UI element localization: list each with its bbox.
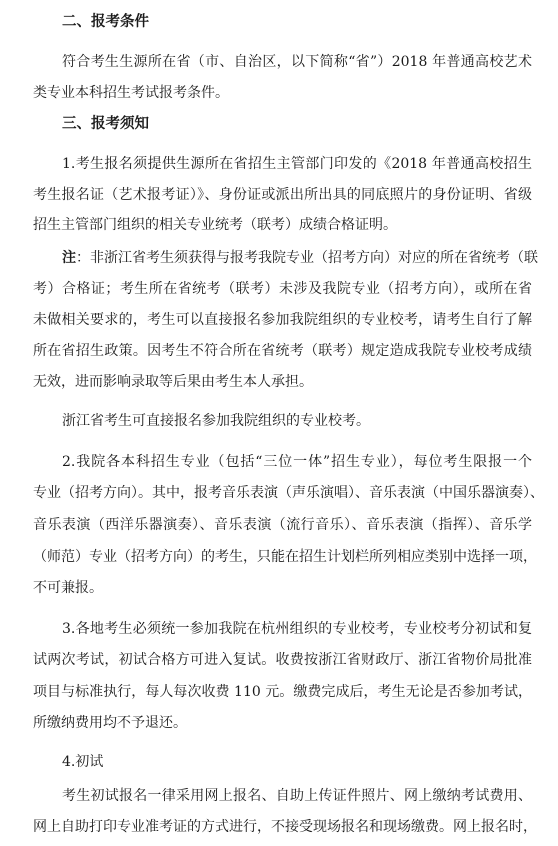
paragraph-line: 2.我院各本科招生专业（包括“三位一体”招生专业），每位考生限报一个	[62, 454, 532, 470]
paragraph-line: 符合考生生源所在省（市、自治区，以下简称“省”）2018 年普通高校艺术	[62, 54, 532, 70]
paragraph-line: 考生报名证（艺术报考证）》、身份证或派出所出具的同底照片的身份证明、省级	[33, 187, 532, 203]
subsection-heading-preliminary: 4.初试	[62, 754, 104, 770]
paragraph-line: 3.各地考生必须统一参加我院在杭州组织的专业校考，专业校考分初试和复	[62, 621, 532, 637]
paragraph-line: 项目与标准执行，每人每次收费 110 元。缴费完成后，考生无论是否参加考试，	[33, 684, 532, 700]
paragraph-line: 所在省招生政策。因考生不符合所在省统考（联考）规定造成我院专业校考成绩	[33, 343, 532, 359]
paragraph-line: 音乐表演（西洋乐器演奏）、音乐表演（流行音乐）、音乐表演（指挥）、音乐学	[33, 517, 532, 533]
paragraph-line: 招生主管部门组织的相关专业统考（联考）成绩合格证明。	[33, 217, 397, 233]
note-first-line	[62, 248, 538, 268]
paragraph-line: 专业（招考方向）。其中，报考音乐表演（声乐演唱）、音乐表演（中国乐器演奏）、	[33, 485, 544, 501]
note-label: 注	[62, 250, 76, 266]
paragraph-line: 类专业本科招生考试报考条件。	[33, 85, 229, 101]
paragraph-line: （师范）专业（招考方向）的考生，只能在招生计划栏所列相应类别中选择一项，	[33, 549, 537, 565]
paragraph-line: ：非浙江省考生须获得与报考我院专业（招考方向）对应的所在省统考（联	[76, 250, 538, 266]
paragraph-line: 考生初试报名一律采用网上报名、自助上传证件照片、网上缴纳考试费用、	[62, 788, 532, 804]
paragraph-line: 所缴纳费用均不予退还。	[33, 715, 187, 731]
paragraph-line: 1.考生报名须提供生源所在省招生主管部门印发的《2018 年普通高校招生	[62, 156, 532, 172]
section-heading-conditions: 二、报考条件	[62, 14, 149, 30]
paragraph-line: 浙江省考生可直接报名参加我院组织的专业校考。	[62, 413, 370, 429]
section-heading-notice: 三、报考须知	[62, 116, 149, 132]
paragraph-line: 考）合格证；考生所在省统考（联考）未涉及我院专业（招考方向），或所在省	[33, 281, 532, 297]
paragraph-line: 试两次考试，初试合格方可进入复试。收费按浙江省财政厅、浙江省物价局批准	[33, 652, 532, 668]
paragraph-line: 无效，进而影响录取等后果由考生本人承担。	[33, 374, 313, 390]
paragraph-line: 网上自助打印专业准考证的方式进行，不接受现场报名和现场缴费。网上报名时，	[33, 819, 537, 835]
paragraph-line: 不可兼报。	[33, 580, 103, 596]
paragraph-line: 未做相关要求的，考生可以直接报名参加我院组织的专业校考，请考生自行了解	[33, 312, 532, 328]
